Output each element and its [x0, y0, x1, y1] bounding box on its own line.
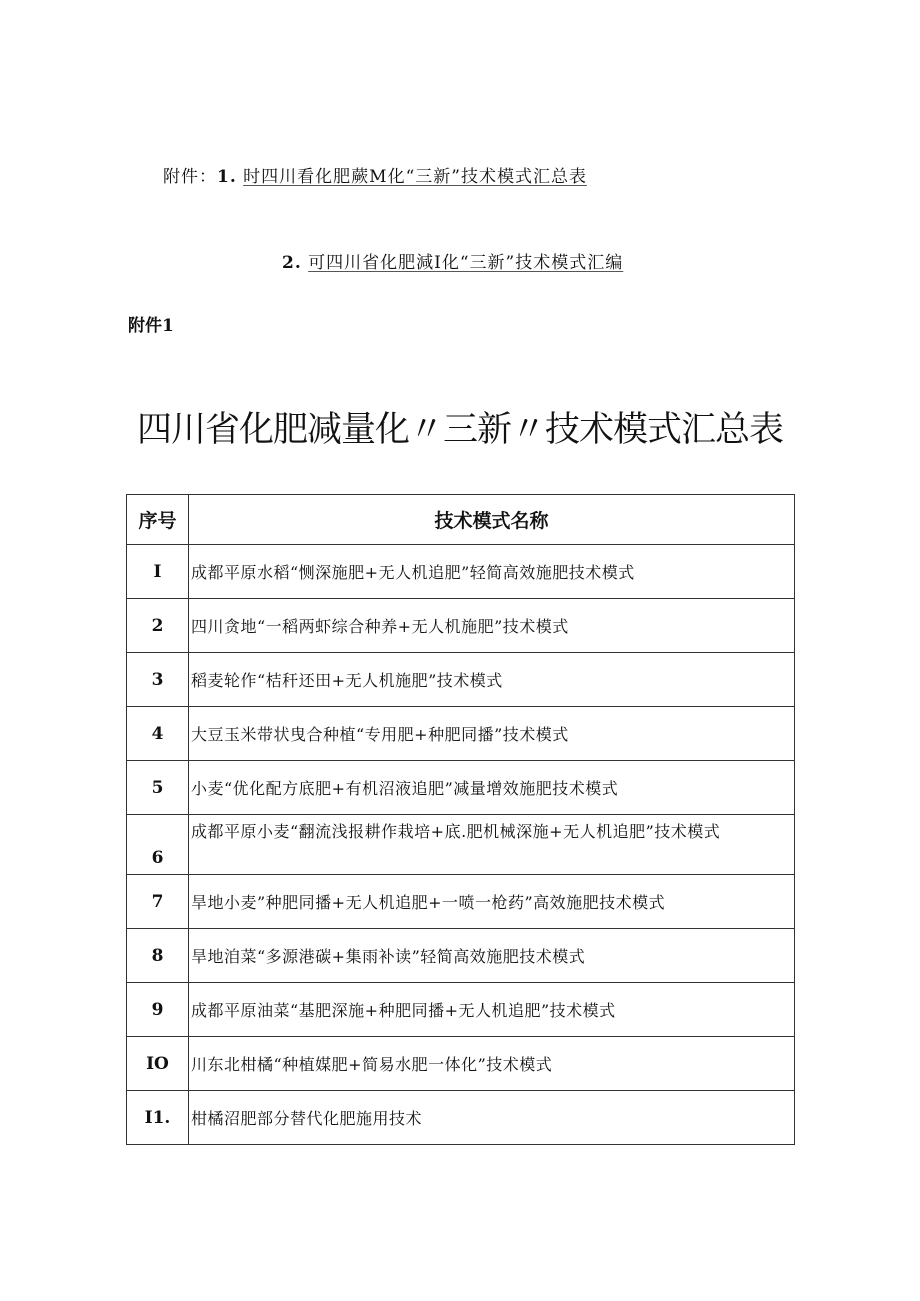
table-header-row	[127, 495, 795, 545]
attachment-label: 附件1	[128, 316, 174, 336]
row-name: 川东北柑橘“种植媒肥+简易水肥一体化”技术模式	[189, 1037, 795, 1091]
row-seq: 6	[127, 815, 189, 875]
row-name: 成都平原水稻“恻深施肥+无人机追肥”轻简高效施肥技术模式	[189, 545, 795, 599]
row-seq: I1.	[127, 1091, 189, 1145]
attachment-number: 2.	[282, 253, 302, 273]
row-seq: 8	[127, 929, 189, 983]
row-name: 旱地小麦”种肥同播+无人机追肥+一喷一枪药”高效施肥技术模式	[189, 875, 795, 929]
row-name: 成都平原油菜“基肥深施+种肥同播+无人机追肥”技术模式	[189, 983, 795, 1037]
row-name: 成都平原小麦“翻流浅报耕作栽培+底.肥机械深施+无人机追肥”技术模式	[189, 815, 795, 875]
row-seq: 2	[127, 599, 189, 653]
row-seq: 3	[127, 653, 189, 707]
table-row	[127, 929, 795, 983]
table-row	[127, 599, 795, 653]
table-row	[127, 653, 795, 707]
row-seq: I	[127, 545, 189, 599]
table-row	[127, 983, 795, 1037]
attachment-number: 1.	[217, 167, 237, 187]
header-seq: 序号	[127, 495, 189, 545]
row-seq: 7	[127, 875, 189, 929]
row-name: 大豆玉米带状曳合种植“专用肥+种肥同播”技术模式	[189, 707, 795, 761]
table-row	[127, 761, 795, 815]
row-seq: 4	[127, 707, 189, 761]
table-row	[127, 707, 795, 761]
table-row	[127, 815, 795, 875]
row-name: 柑橘沼肥部分替代化肥施用技术	[189, 1091, 795, 1145]
summary-table	[126, 494, 795, 1145]
table-row	[127, 1037, 795, 1091]
attachment-link-1[interactable]: 时四川看化肥蕨M化“三新”技术模式汇总表	[243, 167, 587, 187]
header-name: 技术模式名称	[189, 495, 795, 545]
document-title: 四川省化肥减量化〃三新〃技术模式汇总表	[136, 410, 783, 450]
attachment-line-2	[282, 248, 623, 273]
table-row	[127, 1091, 795, 1145]
table-row	[127, 875, 795, 929]
row-name: 稻麦轮作“桔秆还田+无人机施肥”技术模式	[189, 653, 795, 707]
row-seq: IO	[127, 1037, 189, 1091]
row-seq: 9	[127, 983, 189, 1037]
attachment-prefix: 附件：	[163, 167, 217, 187]
row-name: 四川贪地“一稻两虾综合种养+无人机施肥”技术模式	[189, 599, 795, 653]
table-row	[127, 545, 795, 599]
row-seq: 5	[127, 761, 189, 815]
row-name: 小麦“优化配方底肥+有机沼液追肥”减量增效施肥技术模式	[189, 761, 795, 815]
attachment-link-2[interactable]: 可四川省化肥減I化“三新”技术模式汇编	[308, 253, 624, 273]
row-name: 旱地洎菜“多源港碳+集雨补读”轻简高效施肥技术模式	[189, 929, 795, 983]
attachment-line-1	[163, 162, 587, 187]
